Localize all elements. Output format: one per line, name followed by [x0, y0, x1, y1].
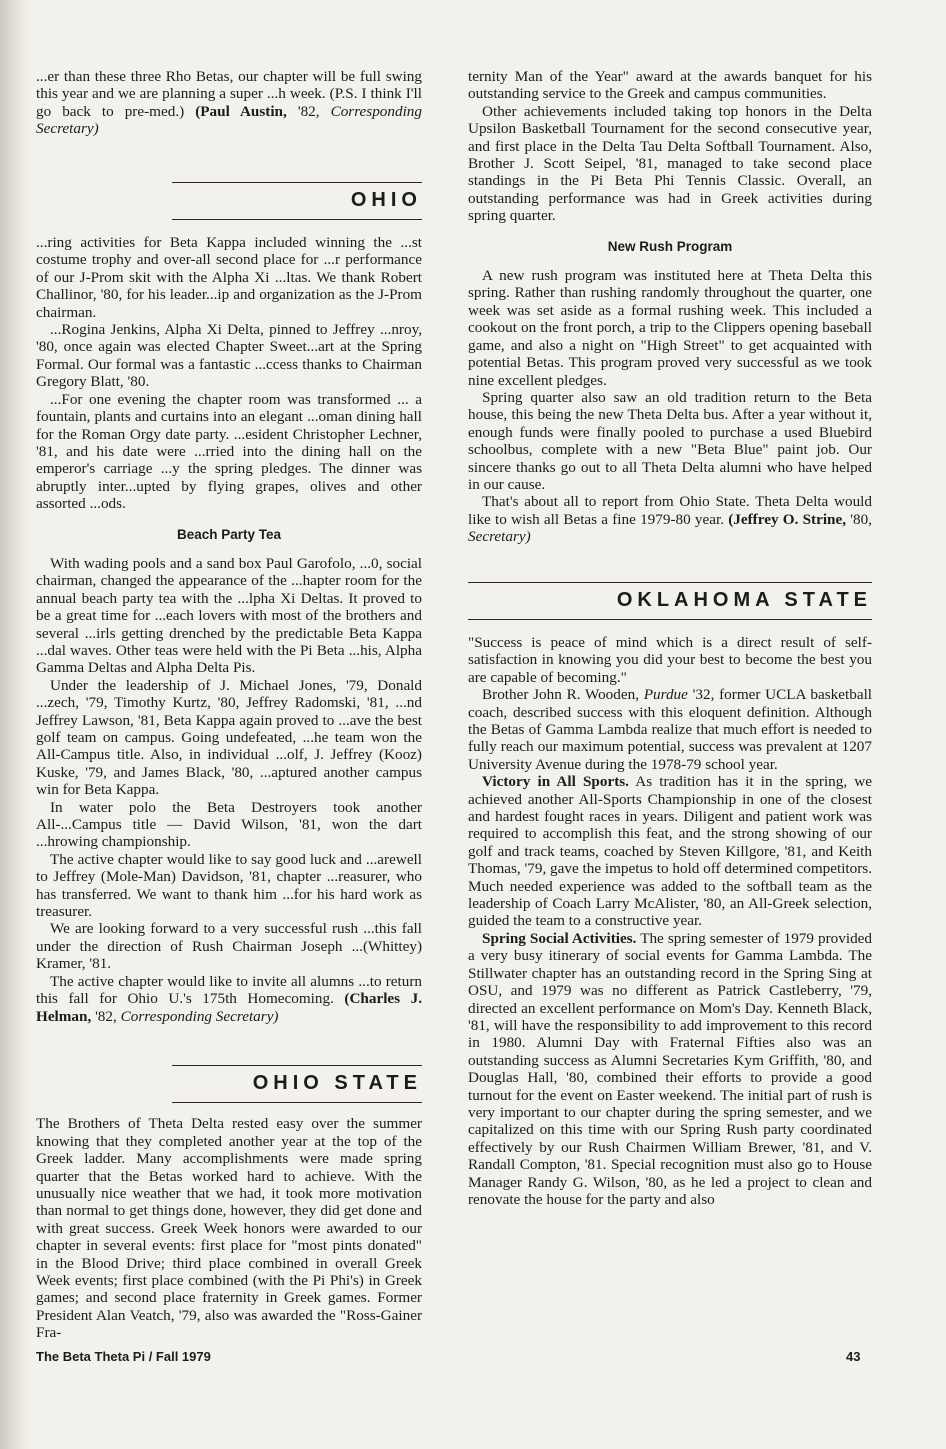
paragraph: Victory in All Sports. As tradition has it in the spring, we achieved another All-Sports Championship in one of the closest and hardest fought races in years. Diligent and patient work was required to accomplish this feat, and the strong showing of our golf and track teams, coached by Steven Killgore, '81, and Keith Thomas, '79, gave the impetus to hold off determined competitors. Much needed experience was added to the softball team as the leadership of Coach Larry McAlister, '80, an All-Greek selection, guided the team to a constructive year. [468, 773, 872, 930]
subhead-beach-party-tea: Beach Party Tea [176, 526, 282, 542]
paragraph: With wading pools and a sand box Paul Garofolo, ...0, social chairman, changed the appearance of the ...hapter room for the annual beach party tea with the ...lpha Xi Deltas. It proved to be a great time for ...each lovers with most of the brothers and several ...irls getting drenched by the predictable Beta Kappa ...dal waves. Other teas were held with the Pi Beta ...his, Alpha Gamma Deltas and Alpha Delta Pis. [36, 554, 422, 677]
paragraph: ...ring activities for Beta Kappa included winning the ...st costume trophy and over-all second place for ...r performance of our J-Prom skit with the Alpha Xi ...ltas. We thank Robert Challinor, '80, for his leader...ip and organization as the J-Prom chairman. [36, 234, 422, 321]
paragraph: Under the leadership of J. Michael Jones, '79, Donald ...zech, '79, Timothy Kurtz, '80, Jeffrey Radomski, '81, ...nd Jeffrey Lawson, '81, Beta Kappa again proved to ...ave the best golf team on campus. Going undefeated, ...he team won the All-Campus title. Also, in individual ...olf, J. Jeffrey (Kooz) Kuske, '79, and James Black, '80, ...aptured another campus win for Beta Kappa. [36, 676, 422, 799]
paragraph: ternity Man of the Year" award at the awards banquet for his outstanding service to the Greek and campus communities. [468, 68, 872, 103]
chapter-heading-ohio: OHIO [172, 182, 422, 220]
paragraph: Other achievements included taking top honors in the Delta Upsilon Basketball Tournament for the second consecutive year, and first place in the Delta Tau Delta Softball Tournament. Also, Brother J. Scott Seipel, '81, managed to take second place standings in the Pi Beta Phi Tennis Classic. Overall, an outstanding performance was had in Greek activities during spring quarter. [468, 102, 872, 225]
right-column [468, 68, 872, 1208]
paragraph: "Success is peace of mind which is a direct result of self-satisfaction in knowing you did your best to become the best you are capable of becoming." [468, 633, 872, 686]
paragraph: We are looking forward to a very successful rush ...this fall under the direction of Rush Chairman Joseph ...(Whittey) Kramer, '81. [36, 920, 422, 973]
paragraph: ...Rogina Jenkins, Alpha Xi Delta, pinned to Jeffrey ...nroy, '80, once again was elected Chapter Sweet...art at the Spring Formal. Our formal was a fantastic ...ccess thanks to Chairman Gregory Blatt, '80. [36, 321, 422, 391]
chapter-heading-oklahoma-state: OKLAHOMA STATE [468, 582, 872, 620]
paragraph: That's about all to report from Ohio State. Theta Delta would like to wish all Betas a fine 1979-80 year. (Jeffrey O. Strine, '80, Secretary) [468, 493, 872, 546]
paragraph: Brother John R. Wooden, Purdue '32, former UCLA basketball coach, described success with this eloquent definition. Although the Betas of Gamma Lambda realize that much effort is needed to fully reach our maximum potential, success was prevalent at 1207 University Avenue during the 1978-79 school year. [468, 686, 873, 773]
paragraph: Spring quarter also saw an old tradition return to the Beta house, this being the new Theta Delta bus. After a year without it, enough funds were finally pooled to purchase a used Bluebird schoolbus, complete with a new "Beta Blue" paint job. Our sincere thanks go out to all Theta Delta alumni who have helped in our cause. [468, 388, 872, 493]
page-binding-shadow [0, 0, 30, 1449]
paragraph: The Brothers of Theta Delta rested easy over the summer knowing that they completed another year at the top of the Greek ladder. Many accomplishments were made spring quarter that the Betas worked hard to achieve. With the unusually nice weather that we had, it took more motivation than normal to get things done, however, they did get done and with great success. Greek Week honors were awarded to our chapter in several events: first place for "most pints donated" in the Blood Drive; third place combined in overall Greek Week events; first place combined (with the Pi Phi's) in Greek games; and second place fraternity in Greek games. Former President Alan Veatch, '79, also was awarded the "Ross-Gainer Fra- [36, 1115, 422, 1342]
chapter-heading-ohio-state: OHIO STATE [172, 1065, 422, 1103]
paragraph: ...For one evening the chapter room was transformed ... a fountain, plants and curtains into an elegant ...oman dining hall for the Roman Orgy date party. ...esident Christopher Lechner, '81, and his date were ...rried into the dining hall on the emperor's carriage ...y the spring pledges. The dinner was abruptly inter...upted by flying grapes, olives and other assorted ...ods. [36, 390, 422, 513]
left-column [36, 68, 422, 1342]
intro-paragraph: ...er than these three Rho Betas, our chapter will be full swing this year and we are planning a super ...h week. (P.S. I think I'll go back to pre-med.) (Paul Austin, '82, Corresponding Secretary) [36, 68, 422, 138]
footer-publication: The Beta Theta Pi / Fall 1979 [36, 1349, 211, 1364]
subhead-new-rush-program: New Rush Program [607, 238, 733, 254]
paragraph: The active chapter would like to invite all alumns ...to return this fall for Ohio U.'s 175th Homecoming. (Charles J. Helman, '82, Corresponding Secretary) [36, 972, 422, 1025]
paragraph: The active chapter would like to say good luck and ...arewell to Jeffrey (Mole-Man) Davidson, '81, chapter ...reasurer, who has transferred. We want to thank him ...for his hard work as treasurer. [36, 850, 422, 921]
paragraph: In water polo the Beta Destroyers took another All-...Campus title — David Wilson, '81, won the dart ...hrowing championship. [36, 798, 422, 851]
paragraph: Spring Social Activities. The spring semester of 1979 provided a very busy itinerary of social events for Gamma Lambda. The Stillwater chapter has an outstanding record in the Spring Sing at OSU, and 1979 was no different as Patrick Castleberry, '79, directed an excellent performance on Mom's Day. Kenneth Black, '81, will have the responsibility to add improvement to this record in 1980. Alumni Day with Fraternal Fifties also was an outstanding success as Alumni Secretaries Kym Griffith, '80, and Douglas Hall, '80, combined their efforts to provide a good turnout for the event on Easter weekend. The initial part of rush is very important to our chapter during the spring semester, and we capitalized on this time with our Spring Rush party coordinated effectively by our Rush Chairmen William Brewer, '81, and V. Randall Compton, '81. Special recognition must also go to House Manager Randy G. Wilson, '80, as he led a project to clean and renovate the house for the party and also [468, 929, 872, 1208]
paragraph: A new rush program was instituted here at Theta Delta this spring. Rather than rushing randomly throughout the quarter, one week was set aside as a formal rushing week. This included a cookout on the front porch, a trip to the Clippers opening baseball game, and also a night on "High Street" to get acquainted with potential Betas. This program proved very successful as we took nine excellent pledges. [468, 267, 872, 389]
page-number: 43 [846, 1349, 861, 1364]
